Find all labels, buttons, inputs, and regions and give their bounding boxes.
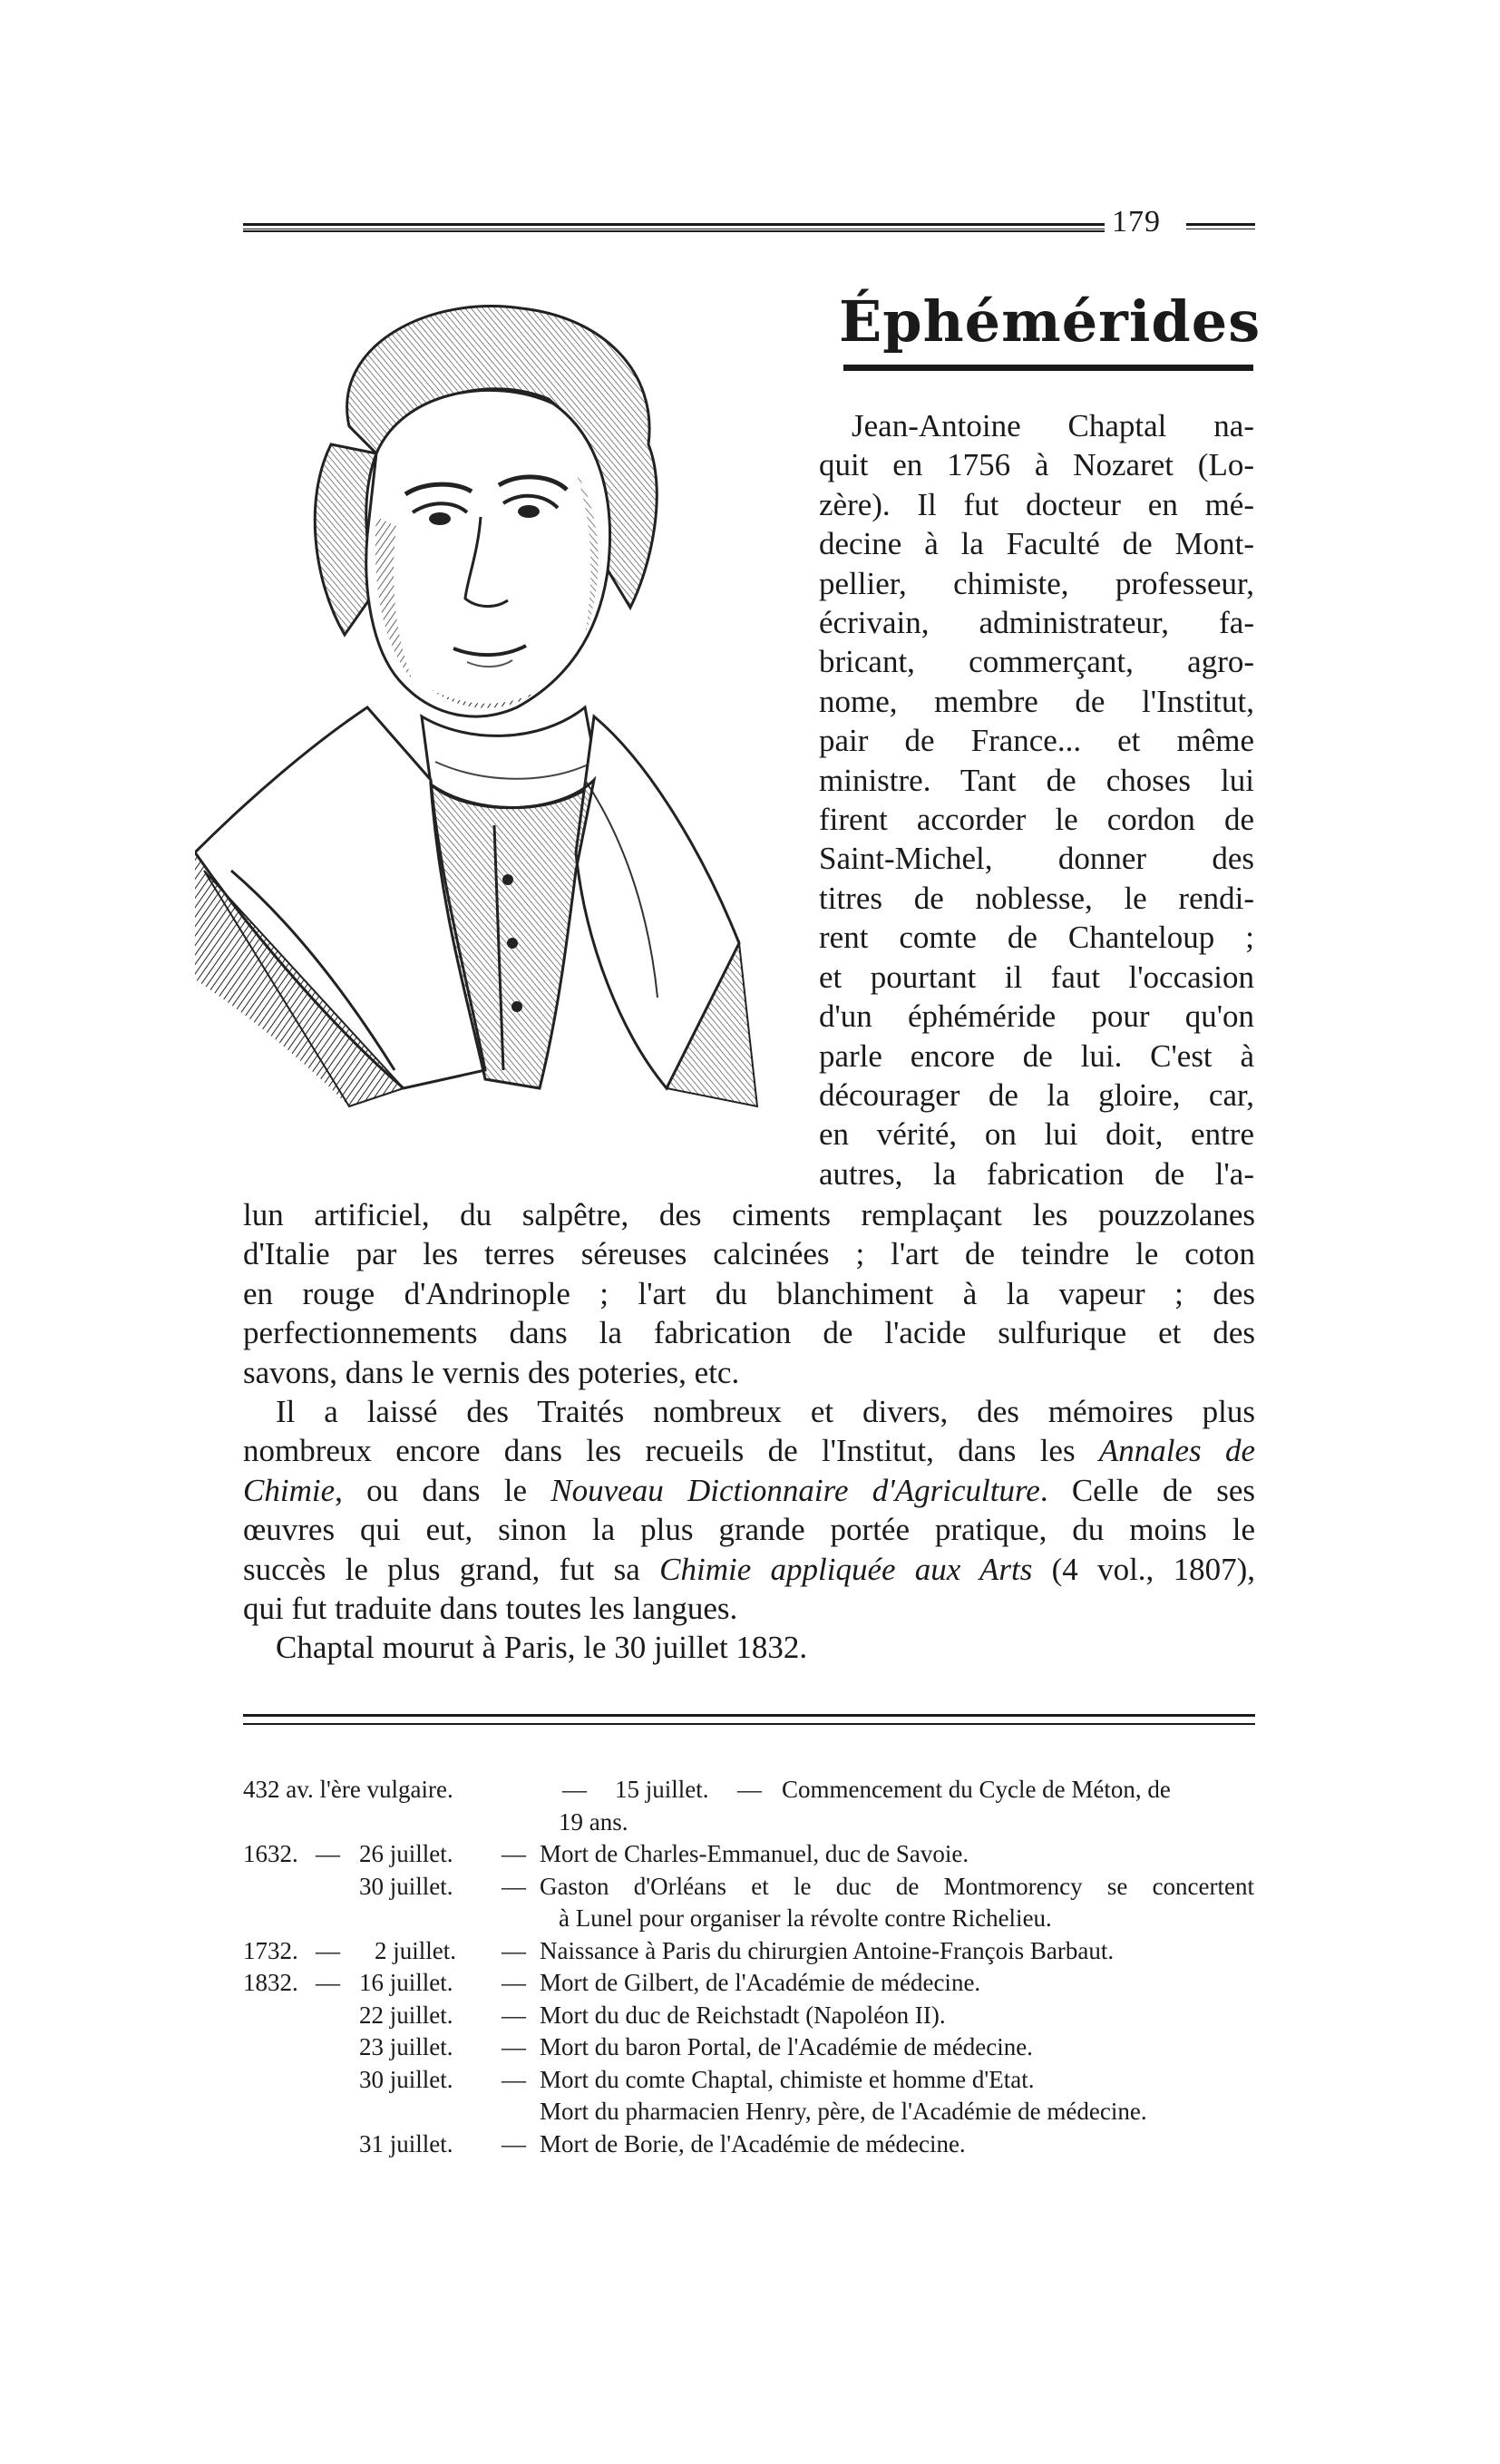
text-line: nome, membre de l'Institut, bbox=[819, 683, 1254, 719]
text-line: en vérité, on lui doit, entre bbox=[819, 1116, 1254, 1153]
entry-dash: — bbox=[562, 1776, 587, 1803]
article-title: Éphémérides bbox=[839, 288, 1261, 355]
entry-description: Mort du comte Chaptal, chimiste et homme d'Etat. bbox=[540, 2065, 1035, 2093]
entry-year: 1632. bbox=[243, 1840, 298, 1867]
italic-title: Chimie bbox=[243, 1472, 336, 1508]
text-line: ministre. Tant de choses lui bbox=[819, 762, 1254, 798]
entry-date: 31 juillet. bbox=[359, 2129, 453, 2157]
entry-dash: — bbox=[502, 2033, 526, 2060]
side-column-text bbox=[819, 406, 1254, 1193]
entry-dash: — bbox=[502, 1969, 526, 1996]
text-line: en rouge d'Andrinople ; l'art du blanchiment à la vapeur ; des bbox=[243, 1275, 1255, 1311]
text-run: , ou dans le bbox=[335, 1472, 551, 1508]
italic-title: Annales de bbox=[1098, 1433, 1255, 1469]
entry-year: 1732. bbox=[243, 1936, 298, 1964]
entry-description: Mort de Borie, de l'Académie de médecine. bbox=[540, 2129, 966, 2157]
list-item bbox=[243, 2128, 1268, 2161]
text-line: pellier, chimiste, professeur, bbox=[819, 565, 1254, 601]
entry-dash: — bbox=[502, 1936, 526, 1964]
list-item bbox=[243, 1807, 1268, 1839]
header-rule-right bbox=[1186, 223, 1255, 229]
text-line: et pourtant il faut l'occasion bbox=[819, 959, 1254, 995]
text-line: d'Italie par les terres séreuses calcinées ; l'art de teindre le coton bbox=[243, 1236, 1255, 1272]
entry-dash: — bbox=[737, 1776, 762, 1803]
entry-description: Mort du pharmacien Henry, père, de l'Académie de médecine. bbox=[540, 2098, 1147, 2125]
entry-date: 30 juillet. bbox=[359, 1872, 453, 1900]
entry-year: 432 av. l'ère vulgaire. bbox=[243, 1776, 453, 1803]
entry-description: Mort de Charles-Emmanuel, duc de Savoie. bbox=[540, 1840, 969, 1867]
ephemerides-list bbox=[243, 1774, 1268, 2160]
entry-date: 26 juillet. bbox=[359, 1840, 453, 1867]
text-run: nombreux encore dans les recueils de l'Institut, dans les bbox=[243, 1433, 1099, 1469]
italic-title: Chimie appliquée aux Arts bbox=[659, 1551, 1033, 1587]
entry-year: 1832. bbox=[243, 1969, 298, 1996]
entry-dash: — bbox=[502, 2065, 526, 2093]
text-line: Il a laissé des Traités nombreux et divers, des mémoires plus bbox=[276, 1394, 1255, 1430]
entry-date: 30 juillet. bbox=[359, 2065, 453, 2093]
entry-description: Commencement du Cycle de Méton, de bbox=[782, 1776, 1171, 1803]
text-line: œuvres qui eut, sinon la plus grande portée pratique, du moins le bbox=[243, 1512, 1255, 1548]
entry-description: Mort du duc de Reichstadt (Napoléon II). bbox=[540, 2001, 946, 2029]
list-item bbox=[243, 2000, 1268, 2032]
text-line: Jean-Antoine Chaptal na- bbox=[852, 408, 1254, 443]
entry-description: Mort du baron Portal, de l'Académie de médecine. bbox=[540, 2033, 1033, 2060]
text-line: titres de noblesse, le rendi- bbox=[819, 880, 1254, 916]
running-header bbox=[243, 205, 1255, 247]
entry-dash: — bbox=[316, 1840, 340, 1867]
text-line: lun artificiel, du salpêtre, des ciments remplaçant les pouzzolanes bbox=[243, 1197, 1255, 1232]
text-line bbox=[243, 1550, 1255, 1589]
list-item bbox=[243, 2064, 1268, 2097]
text-line: pair de France... et même bbox=[819, 723, 1254, 759]
text-line: quit en 1756 à Nozaret (Lo- bbox=[819, 447, 1254, 483]
entry-dash: — bbox=[502, 1872, 526, 1900]
text-line: qui fut traduite dans toutes les langues. bbox=[243, 1591, 738, 1627]
italic-title: Nouveau Dictionnaire d'Agriculture bbox=[550, 1472, 1040, 1508]
text-line bbox=[243, 1431, 1255, 1470]
footer-rule-top bbox=[243, 1714, 1255, 1717]
entry-dash: — bbox=[502, 2129, 526, 2157]
entry-description: Naissance à Paris du chirurgien Antoine-François Barbaut. bbox=[540, 1936, 1115, 1964]
list-item bbox=[243, 1871, 1268, 1904]
text-line: Saint-Michel, donner des bbox=[819, 841, 1254, 877]
entry-continuation: 19 ans. bbox=[559, 1807, 628, 1836]
portrait-engraving bbox=[195, 290, 766, 1152]
entry-dash: — bbox=[316, 1936, 340, 1964]
text-line: perfectionnements dans la fabrication de l'acide sulfurique et des bbox=[243, 1315, 1255, 1351]
text-line: savons, dans le vernis des poteries, etc. bbox=[243, 1354, 740, 1390]
text-run: (4 vol., 1807), bbox=[1032, 1551, 1255, 1587]
text-line: zère). Il fut docteur en mé- bbox=[819, 486, 1254, 522]
entry-description: Gaston d'Orléans et le duc de Montmorency se concertent bbox=[540, 1872, 1254, 1900]
body-text bbox=[243, 1195, 1255, 1668]
entry-dash: — bbox=[502, 2001, 526, 2029]
list-item bbox=[243, 1903, 1268, 1935]
list-item bbox=[243, 2096, 1268, 2128]
text-line: bricant, commerçant, agro- bbox=[819, 644, 1254, 680]
text-line: d'un éphéméride pour qu'on bbox=[819, 998, 1254, 1035]
entry-date: 23 juillet. bbox=[359, 2033, 453, 2060]
entry-description: Mort de Gilbert, de l'Académie de médecine. bbox=[540, 1969, 981, 1996]
text-line bbox=[243, 1471, 1255, 1510]
entry-dash: — bbox=[502, 1840, 526, 1867]
header-rule-left bbox=[243, 223, 1105, 229]
list-item bbox=[243, 2031, 1268, 2064]
list-item bbox=[243, 1774, 1268, 1807]
list-item bbox=[243, 1935, 1268, 1968]
entry-dash: — bbox=[316, 1969, 340, 1996]
text-line: décourager de la gloire, car, bbox=[819, 1076, 1254, 1113]
title-underline bbox=[843, 365, 1253, 371]
entry-continuation: à Lunel pour organiser la révolte contre Richelieu. bbox=[559, 1904, 1052, 1932]
entry-date: 16 juillet. bbox=[359, 1969, 453, 1996]
text-line: autres, la fabrication de l'a- bbox=[819, 1155, 1254, 1192]
text-line: parle encore de lui. C'est à bbox=[819, 1037, 1254, 1074]
footer-rule-bottom bbox=[243, 1723, 1255, 1725]
entry-date: 15 juillet. bbox=[615, 1776, 709, 1803]
text-run: succès le plus grand, fut sa bbox=[243, 1551, 660, 1587]
page-number: 179 bbox=[1112, 205, 1161, 239]
text-line: decine à la Faculté de Mont- bbox=[819, 526, 1254, 562]
text-line: firent accorder le cordon de bbox=[819, 802, 1254, 838]
entry-date: 2 juillet. bbox=[375, 1936, 456, 1964]
text-line: rent comte de Chanteloup ; bbox=[819, 920, 1254, 956]
list-item bbox=[243, 1838, 1268, 1871]
text-line: écrivain, administrateur, fa- bbox=[819, 605, 1254, 641]
entry-date: 22 juillet. bbox=[359, 2001, 453, 2029]
list-item bbox=[243, 1967, 1268, 2000]
text-run: . Celle de ses bbox=[1039, 1472, 1255, 1508]
text-line: Chaptal mourut à Paris, le 30 juillet 1832. bbox=[276, 1630, 808, 1666]
